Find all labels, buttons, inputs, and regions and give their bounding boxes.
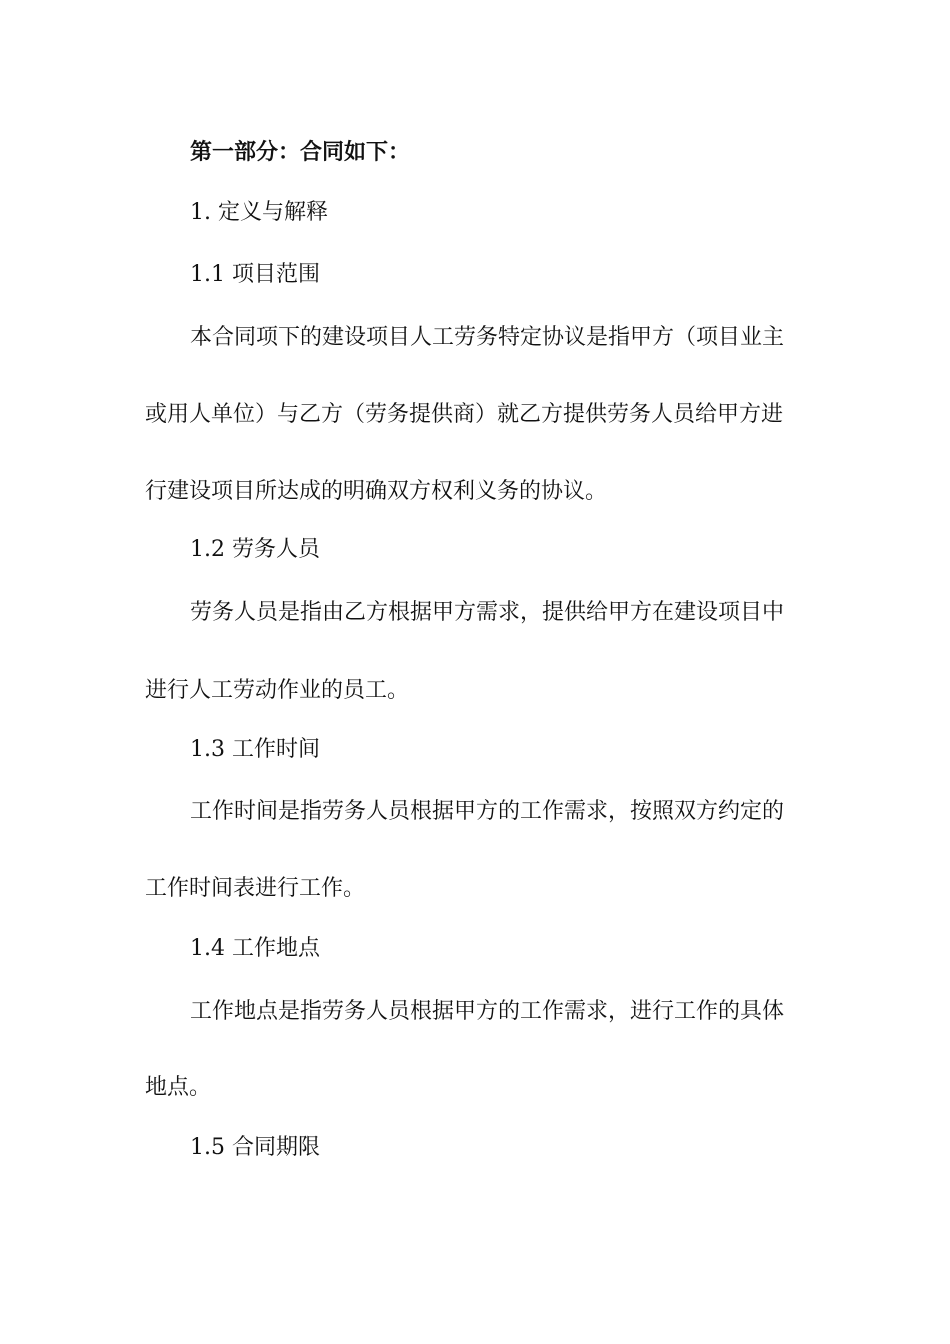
paragraph-line: 地点。 [145,1075,212,1100]
paragraph-line: 工作时间是指劳务人员根据甲方的工作需求，按照双方约定的 [190,799,785,824]
paragraph-line: 或用人单位）与乙方（劳务提供商）就乙方提供劳务人员给甲方进 [145,402,784,427]
paragraph-line: 劳务人员是指由乙方根据甲方需求，提供给甲方在建设项目中 [190,600,785,625]
section-1-5-title: 1.5 合同期限 [190,1135,320,1160]
part-heading: 第一部分：合同如下： [190,139,411,165]
section-1-2-title: 1.2 劳务人员 [190,537,320,562]
paragraph-line: 本合同项下的建设项目人工劳务特定协议是指甲方（项目业主 [190,325,785,350]
paragraph-line: 工作地点是指劳务人员根据甲方的工作需求，进行工作的具体 [190,999,785,1024]
paragraph-line: 行建设项目所达成的明确双方权利义务的协议。 [145,479,608,504]
section-1-title: 1. 定义与解释 [190,200,328,225]
paragraph-line: 进行人工劳动作业的员工。 [145,678,410,703]
section-1-3-title: 1.3 工作时间 [190,737,320,762]
paragraph-line: 工作时间表进行工作。 [145,876,366,901]
section-1-1-title: 1.1 项目范围 [190,262,320,287]
section-1-4-title: 1.4 工作地点 [190,936,320,961]
